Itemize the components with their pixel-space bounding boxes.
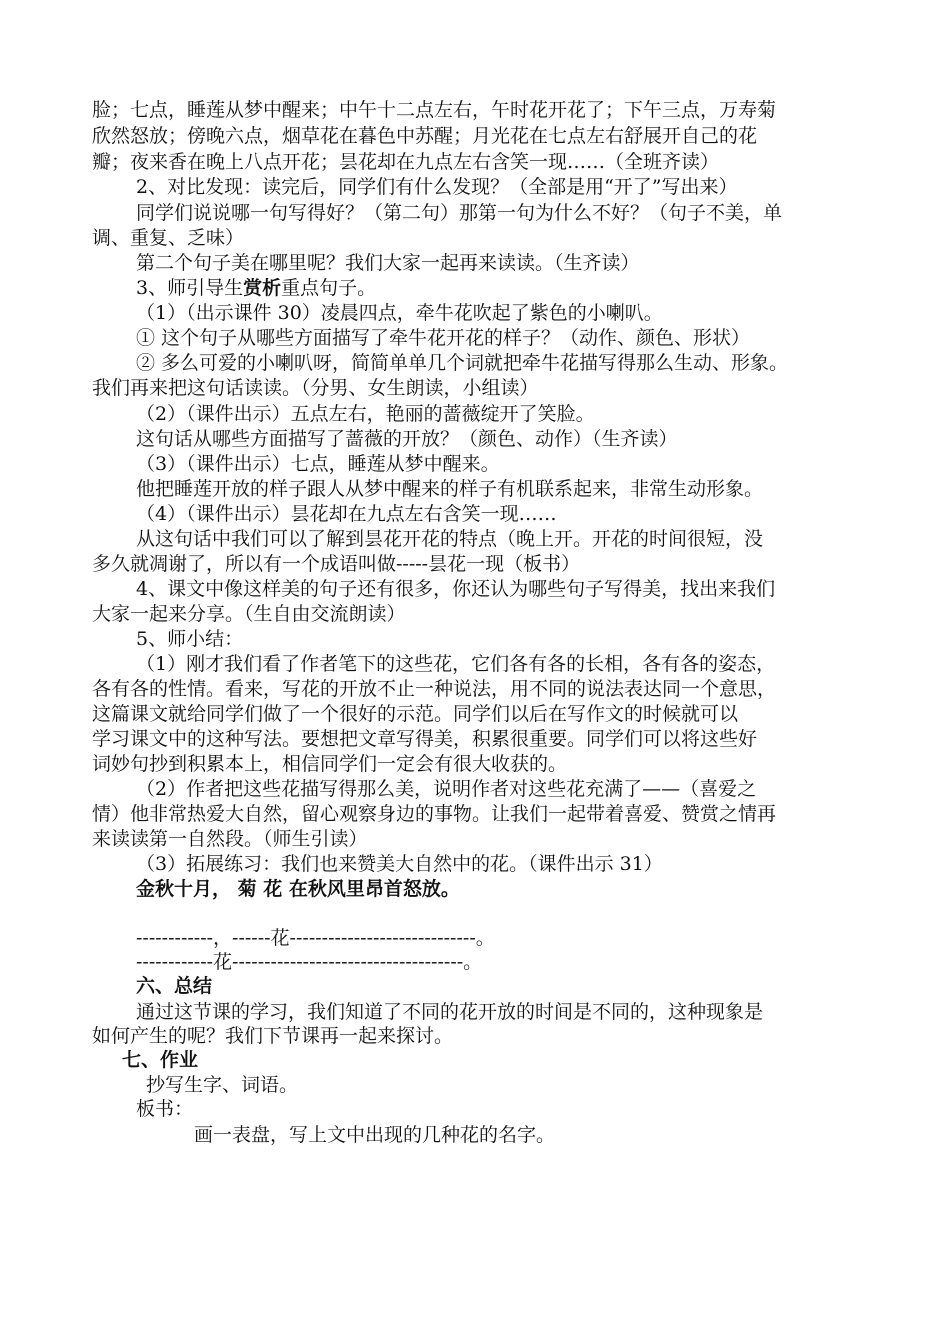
text-span: 3、师引导生 bbox=[136, 277, 244, 299]
text-line: ① 这个句子从哪些方面描写了牵牛花开花的样子？（动作、颜色、形状） bbox=[136, 327, 751, 349]
text-line: 如何产生的呢？我们下节课再一起来探讨。 bbox=[92, 1025, 454, 1047]
text-line: （4）（课件出示）昙花却在九点左右含笑一现…… bbox=[136, 503, 557, 525]
text-line: 他把睡莲开放的样子跟人从梦中醒来的样子有机联系起来，非常生动形象。 bbox=[136, 478, 764, 500]
text-line: （2）（课件出示）五点左右，艳丽的蔷薇绽开了笑脸。 bbox=[136, 403, 595, 425]
text-line: ------------，------花-----------------------------。 bbox=[136, 927, 495, 949]
text-line: （1）（出示课件 30）凌晨四点，牵牛花吹起了紫色的小喇叭。 bbox=[136, 302, 663, 324]
text-line: 这句话从哪些方面描写了蔷薇的开放？（颜色、动作）（生齐读） bbox=[136, 428, 678, 450]
text-line: 金秋十月， 菊 花 在秋风里昂首怒放。 bbox=[136, 878, 460, 900]
text-line bbox=[136, 276, 376, 300]
text-line: 大家一起来分享。（生自由交流朗读） bbox=[92, 603, 406, 625]
text-span: 重点句子。 bbox=[281, 277, 377, 299]
text-line: （1）刚才我们看了作者笔下的这些花，它们各有各的长相，各有各的姿态， bbox=[136, 653, 776, 675]
text-line: 调、重复、乏味） bbox=[92, 227, 245, 249]
text-line: 抄写生字、词语。 bbox=[146, 1074, 299, 1096]
text-line: 2、对比发现：读完后，同学们有什么发现？（全部是用“开了”写出来） bbox=[136, 176, 738, 198]
text-line: 脸；七点，睡莲从梦中醒来；中午十二点左右，午时花开花了；下午三点，万寿菊 bbox=[92, 99, 777, 121]
text-line: 4、课文中像这样美的句子还有很多，你还认为哪些句子写得美，找出来我们 bbox=[136, 578, 776, 600]
text-line: ------------花------------------------------------。 bbox=[136, 951, 483, 973]
text-line: 来读读第一自然段。（师生引读） bbox=[92, 828, 368, 850]
text-line: ② 多么可爱的小喇叭呀，简简单单几个词就把牵牛花描写得那么生动、形象。 bbox=[136, 352, 789, 374]
text-line: 同学们说说哪一句写得好？（第二句）那第一句为什么不好？（句子不美，单 bbox=[136, 202, 783, 224]
text-line: 欣然怒放；傍晚六点，烟草花在暮色中苏醒；月光花在七点左右舒展开自己的花 bbox=[92, 125, 758, 147]
text-line: （3）（课件出示）七点，睡莲从梦中醒来。 bbox=[136, 453, 500, 475]
text-line: （3）拓展练习：我们也来赞美大自然中的花。（课件出示 31） bbox=[136, 853, 663, 875]
text-line: 学习课文中的这种写法。要想把文章写得美，积累很重要。同学们可以将这些好 bbox=[92, 728, 758, 750]
text-line: 我们再来把这句话读读。（分男、女生朗读，小组读） bbox=[92, 377, 539, 399]
text-line: 这篇课文就给同学们做了一个很好的示范。同学们以后在写作文的时候就可以 bbox=[92, 703, 739, 725]
text-line: 从这句话中我们可以了解到昙花开花的特点（晚上开。开花的时间很短，没 bbox=[136, 528, 764, 550]
text-line: 第二个句子美在哪里呢？我们大家一起再来读读。（生齐读） bbox=[136, 252, 640, 274]
text-line: 词妙句抄到积累本上，相信同学们一定会有很大收获的。 bbox=[92, 753, 568, 775]
text-line: （2）作者把这些花描写得那么美，说明作者对这些花充满了——（喜爱之 bbox=[136, 778, 757, 800]
text-line: 5、师小结： bbox=[136, 628, 244, 650]
section-heading: 七、作业 bbox=[122, 1049, 199, 1071]
text-line: 通过这节课的学习，我们知道了不同的花开放的时间是不同的，这种现象是 bbox=[136, 1001, 764, 1023]
section-heading: 六、总结 bbox=[136, 975, 213, 997]
text-line: 情）他非常热爱大自然，留心观察身边的事物。让我们一起带着喜爱、赞赏之情再 bbox=[92, 803, 777, 825]
text-line: 多久就凋谢了，所以有一个成语叫做-----昙花一现（板书） bbox=[92, 553, 581, 575]
text-line: 板书： bbox=[136, 1098, 194, 1120]
emphasis-span: 赏析 bbox=[243, 277, 282, 299]
text-line: 瓣；夜来香在晚上八点开花；昙花却在九点左右含笑一现……（全班齐读） bbox=[92, 151, 720, 173]
text-line: 各有各的性情。看来，写花的开放不止一种说法，用不同的说法表达同一个意思， bbox=[92, 678, 777, 700]
text-line: 画一表盘，写上文中出现的几种花的名字。 bbox=[194, 1124, 556, 1146]
